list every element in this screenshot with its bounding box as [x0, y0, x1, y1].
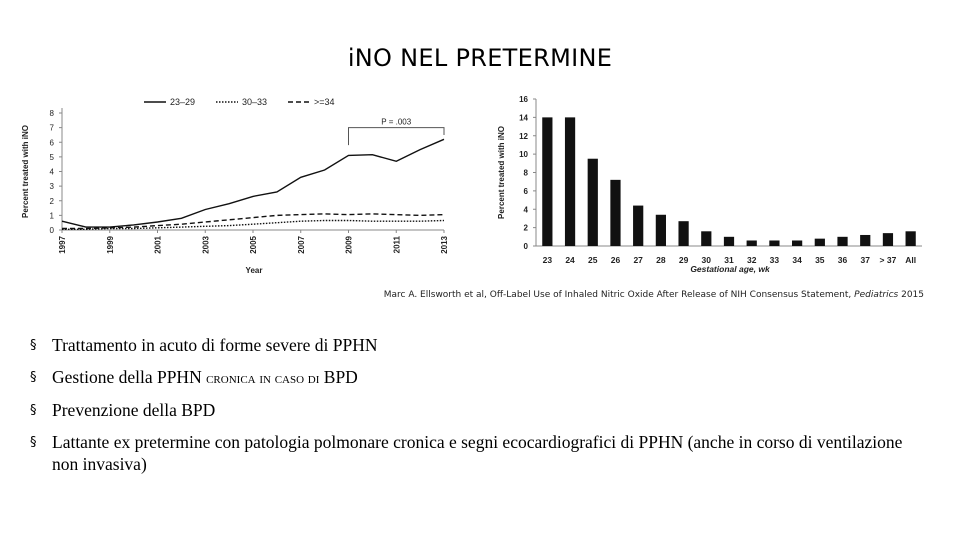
x-tick-label: 2007 [296, 236, 306, 254]
y-tick-label: 6 [523, 186, 528, 196]
x-tick-label: 29 [678, 255, 689, 265]
x-tick-label: 30 [701, 255, 712, 265]
x-tick-label: 2001 [153, 236, 163, 254]
bar [769, 240, 779, 246]
legend-label: >=34 [314, 97, 335, 107]
p-value-label: P = .003 [381, 117, 412, 127]
x-tick-label: 33 [769, 255, 780, 265]
citation-year: 2015 [901, 290, 924, 300]
y-tick-label: 2 [523, 223, 528, 233]
y-tick-label: 3 [49, 182, 54, 192]
y-axis-title: Percent treated with iNO [21, 125, 30, 218]
x-tick-label: 2009 [344, 236, 354, 254]
x-tick-label: 2003 [201, 236, 211, 254]
y-axis-title: Percent treated with iNO [497, 126, 506, 219]
bar [633, 206, 643, 246]
bar [701, 231, 711, 246]
bar [678, 221, 688, 246]
x-tick-label: 35 [815, 255, 825, 265]
bar [906, 231, 916, 246]
bullet-item [30, 366, 930, 390]
bar [815, 239, 825, 246]
x-tick-label: 28 [656, 255, 666, 265]
legend-label: 23–29 [170, 97, 196, 107]
slide-title: iNO NEL PRETERMINE [347, 44, 613, 72]
x-tick-label: 2011 [392, 236, 402, 254]
x-tick-label: 37 [860, 255, 870, 265]
x-axis-title: Year [245, 266, 263, 275]
bar [656, 215, 666, 246]
series-line-solid [62, 139, 444, 227]
bar [610, 180, 620, 246]
y-tick-label: 12 [519, 131, 528, 141]
y-tick-label: 4 [49, 167, 54, 177]
bullet-item [30, 431, 930, 475]
bullet-list [30, 334, 930, 484]
bar [747, 240, 757, 246]
p-value-bracket [349, 128, 445, 146]
bar [588, 159, 598, 246]
y-tick-label: 14 [519, 113, 528, 123]
y-tick-label: 8 [523, 168, 528, 178]
y-tick-label: 7 [49, 123, 54, 133]
x-tick-label: 1999 [105, 236, 115, 254]
x-tick-label: 36 [837, 255, 848, 265]
bar [837, 237, 847, 246]
y-tick-label: 2 [49, 196, 54, 206]
bar-chart-percent-by-gestational-age [490, 90, 930, 274]
x-tick-label: 34 [792, 255, 802, 265]
x-tick-label: 31 [724, 255, 734, 265]
x-tick-label: 32 [746, 255, 757, 265]
x-axis-title: Gestational age, wk [690, 264, 770, 274]
x-tick-label: 24 [565, 255, 575, 265]
bullet-text: Prevenzione della BPD [52, 400, 216, 420]
x-tick-label: 27 [633, 255, 643, 265]
bar [565, 117, 575, 246]
legend-label: 30–33 [242, 97, 268, 107]
bullet-text-caps: cronica in caso di [206, 370, 320, 387]
y-tick-label: 4 [523, 205, 528, 215]
x-tick-label: 25 [588, 255, 598, 265]
bullet-item [30, 334, 930, 356]
y-tick-label: 6 [49, 138, 54, 148]
y-tick-label: 10 [519, 150, 528, 160]
y-tick-label: 0 [49, 226, 54, 235]
x-tick-label: 2013 [440, 236, 449, 254]
bar [542, 117, 552, 246]
y-tick-label: 8 [49, 109, 54, 118]
x-tick-label: > 37 [879, 255, 897, 265]
y-tick-label: 1 [49, 211, 54, 221]
bar [724, 237, 734, 246]
y-tick-label: 0 [523, 242, 528, 251]
citation-journal: Pediatrics [854, 290, 899, 300]
citation-text: Marc A. Ellsworth et al, Off-Label Use of Inhaled Nitric Oxide After Release of NIH Consensus Statement, [383, 290, 852, 300]
bar [792, 240, 802, 246]
bullet-text-lead: Gestione della PPHN [52, 366, 202, 387]
square-bullet-icon: § [30, 403, 37, 418]
y-tick-label: 16 [519, 95, 528, 104]
square-bullet-icon: § [30, 338, 37, 353]
citation [300, 290, 924, 300]
bullet-text-tail: BPD [323, 366, 358, 387]
bullet-text: Trattamento in acuto di forme severe di PPHN [52, 335, 378, 355]
line-chart-percent-by-year [12, 88, 462, 280]
bar [883, 233, 893, 246]
square-bullet-icon: § [30, 369, 37, 385]
square-bullet-icon: § [30, 434, 37, 450]
x-tick-label: 1997 [58, 236, 67, 254]
x-tick-label: 23 [542, 255, 553, 265]
bullet-item [30, 399, 930, 421]
bullet-text: Lattante ex pretermine con patologia polmonare cronica e segni ecocardiografici di PPHN (anche in corso di ventilazione non invasiva) [52, 431, 903, 474]
bar [860, 235, 870, 246]
x-tick-label: 2005 [249, 236, 258, 254]
x-tick-label: All [905, 255, 917, 265]
y-tick-label: 5 [49, 152, 54, 162]
x-tick-label: 26 [610, 255, 621, 265]
